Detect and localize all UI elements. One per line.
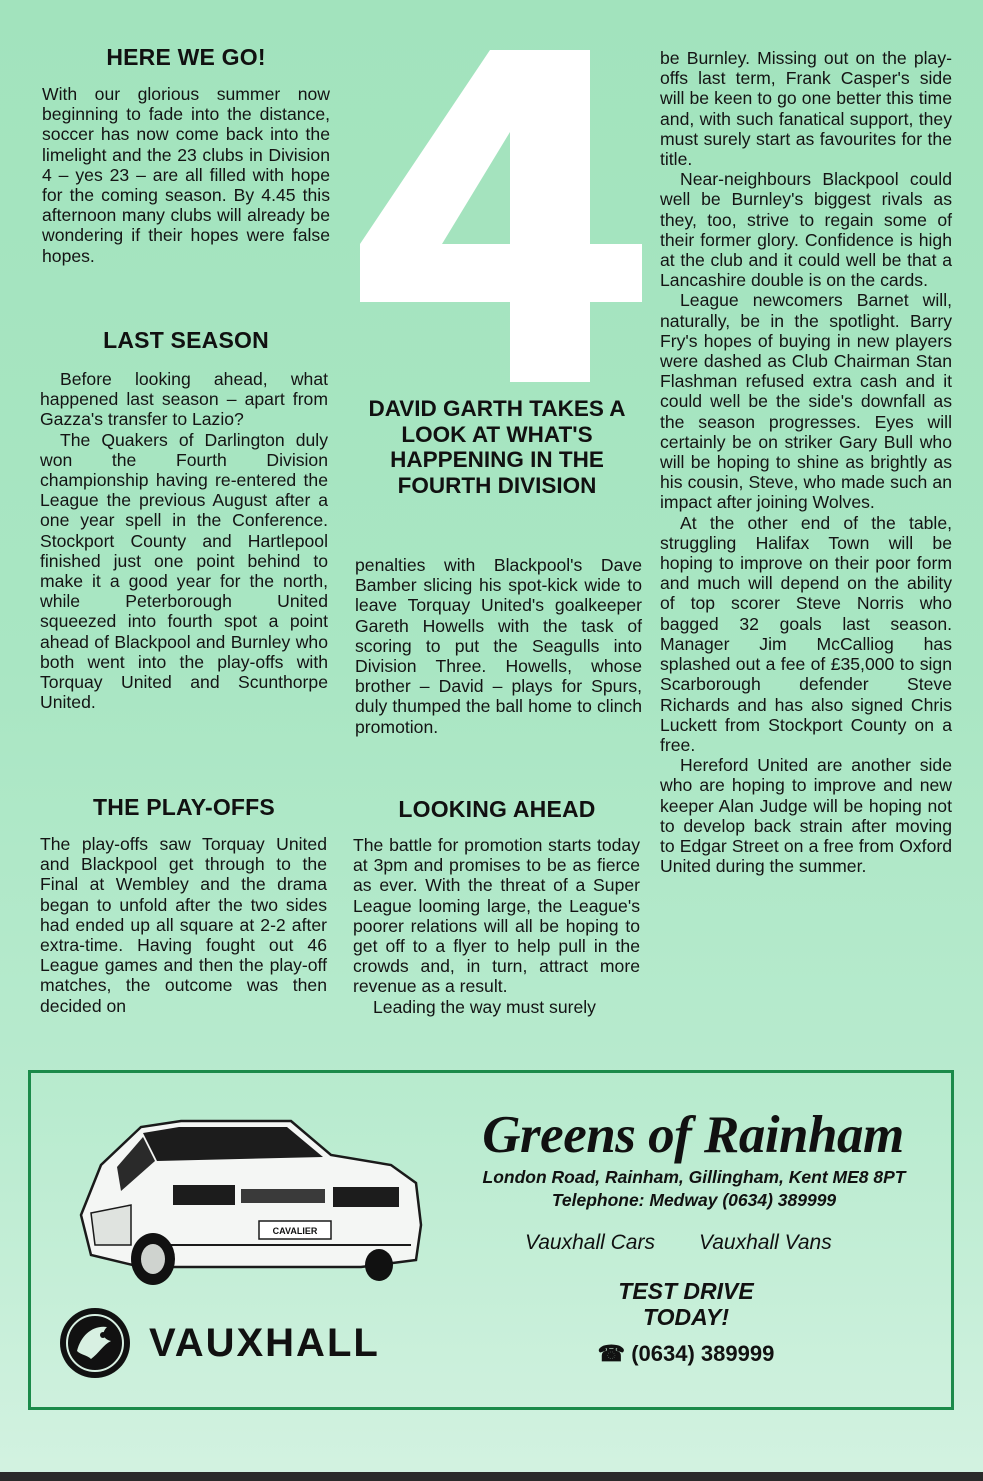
looking-ahead-paragraph-2: Leading the way must surely <box>373 996 596 1017</box>
column-2-top-text <box>355 555 642 737</box>
heading-last-season: LAST SEASON <box>103 327 269 353</box>
heading-play-offs: THE PLAY-OFFS <box>93 794 275 820</box>
test-drive-line: TEST DRIVE <box>618 1278 754 1304</box>
heading-here-we-go: HERE WE GO! <box>106 44 266 70</box>
last-season-text <box>40 369 328 712</box>
dealer-phone <box>571 1341 801 1367</box>
dealer-phone-number: (0634) 389999 <box>631 1341 775 1366</box>
play-offs-paragraph: The play-offs saw Torquay United and Blackpool get through to the Final at Wembley and the drama began to unfold after the two sides had ended up all square at 2-2 after extra-time. Having fought out 46 League games and then the play-off matches, the outcome was then decided on <box>40 834 327 1016</box>
looking-ahead-text <box>353 835 640 1017</box>
column-3-text <box>660 48 952 876</box>
blackpool-paragraph: Near-neighbours Blackpool could well be Burnley's biggest rivals as they, too, strive to regain some of their former glory. Confidence is high at the club and it could well be that a Lancashire double is on the cards. <box>660 169 952 291</box>
vauxhall-cavalier-car-image <box>61 1095 429 1290</box>
vauxhall-vans-label: Vauxhall Vans <box>699 1231 832 1254</box>
big-number-four <box>352 12 652 402</box>
page-bottom-edge <box>0 1472 983 1481</box>
test-drive-callout <box>571 1278 801 1330</box>
hereford-paragraph: Hereford United are another side who are hoping to improve and new keeper Alan Judge will be hoping not to develop back strain after moving to Edgar Street on a free from Oxford United during the summer. <box>660 755 952 877</box>
barnet-paragraph: League newcomers Barnet will, naturally, be in the spotlight. Barry Fry's hopes of buying in new players were dashed as Club Chairman Stan Flashman refused extra cash and it could well be the side's downfall as the season progresses. Eyes will certainly be on striker Gary Bull who will be hoping to shine as brightly as his cousin, Steve, who made such an impact after joining Wolves. <box>660 290 952 513</box>
intro-text <box>42 84 330 266</box>
last-season-paragraph-1: Before looking ahead, what happened last season – apart from Gazza's transfer to Lazio? <box>40 369 328 430</box>
heading-looking-ahead: LOOKING AHEAD <box>398 796 596 822</box>
vauxhall-wordmark: VAUXHALL <box>149 1321 380 1365</box>
big-number-text: 4 <box>352 12 353 13</box>
today-line: TODAY! <box>642 1304 730 1330</box>
car-number-plate: CAVALIER <box>272 1226 318 1236</box>
article-strapline: DAVID GARTH TAKES A LOOK AT WHAT'S HAPPENING IN THE FOURTH DIVISION <box>368 396 626 498</box>
telephone-icon: ☎ <box>597 1341 626 1366</box>
burnley-paragraph: be Burnley. Missing out on the play-offs last term, Frank Casper's side will be keen to go one better this time and, with such fanatical support, they must surely start as favourites for the title. <box>660 48 952 170</box>
dealer-street-address: London Road, Rainham, Gillingham, Kent ME8 8PT <box>482 1167 906 1187</box>
vauxhall-cars-label: Vauxhall Cars <box>525 1231 655 1254</box>
intro-paragraph: With our glorious summer now beginning to fade into the distance, soccer has now come back into the limelight and the 23 clubs in Division 4 – yes 23 – are all filled with hope for the coming season. By 4.45 this afternoon many clubs will already be wondering if their hopes were false hopes. <box>42 84 330 266</box>
halifax-paragraph: At the other end of the table, struggling Halifax Town will be hoping to improve on their poor form and much will depend on the ability of top scorer Steve Norris who bagged 32 goals last season. Manager Jim McCalliog has splashed out a fee of £35,000 to sign Scarborough defender Steve Richards and has also signed Chris Luckett from Stockport County on a free. <box>660 512 952 755</box>
dealer-address <box>429 1166 959 1212</box>
looking-ahead-paragraph-1: The battle for promotion starts today at 3pm and promises to be as fierce as ever. With the threat of a Super League looming large, the League's poorer relations will all be hoping to get off to a flyer to help pull in the crowds and, in turn, attract more revenue as a result. <box>353 835 640 997</box>
dealer-telephone: Telephone: Medway (0634) 389999 <box>551 1190 837 1210</box>
vauxhall-dealer-advert <box>28 1070 954 1410</box>
play-offs-text <box>40 834 327 1016</box>
dealer-name: Greens of Rainham <box>482 1106 904 1164</box>
last-season-paragraph-2: The Quakers of Darlington duly won the Fourth Division championship having re-entered the League the previous August after a one year spell in the Conference. Stockport County and Hartlepool finished just one point behind to make it a good year for the north, while Peterborough United squeezed into fourth spot a point ahead of Blackpool and Burnley who both went into the play-offs with Torquay United and Scunthorpe United. <box>40 429 328 713</box>
vauxhall-griffin-logo <box>57 1305 133 1381</box>
penalties-paragraph: penalties with Blackpool's Dave Bamber slicing his spot-kick wide to leave Torquay United's goalkeeper Gareth Howells with the task of scoring to put the Seagulls into Division Three. Howells, whose brother – David – plays for Spurs, duly thumped the ball home to clinch promotion. <box>355 555 642 737</box>
